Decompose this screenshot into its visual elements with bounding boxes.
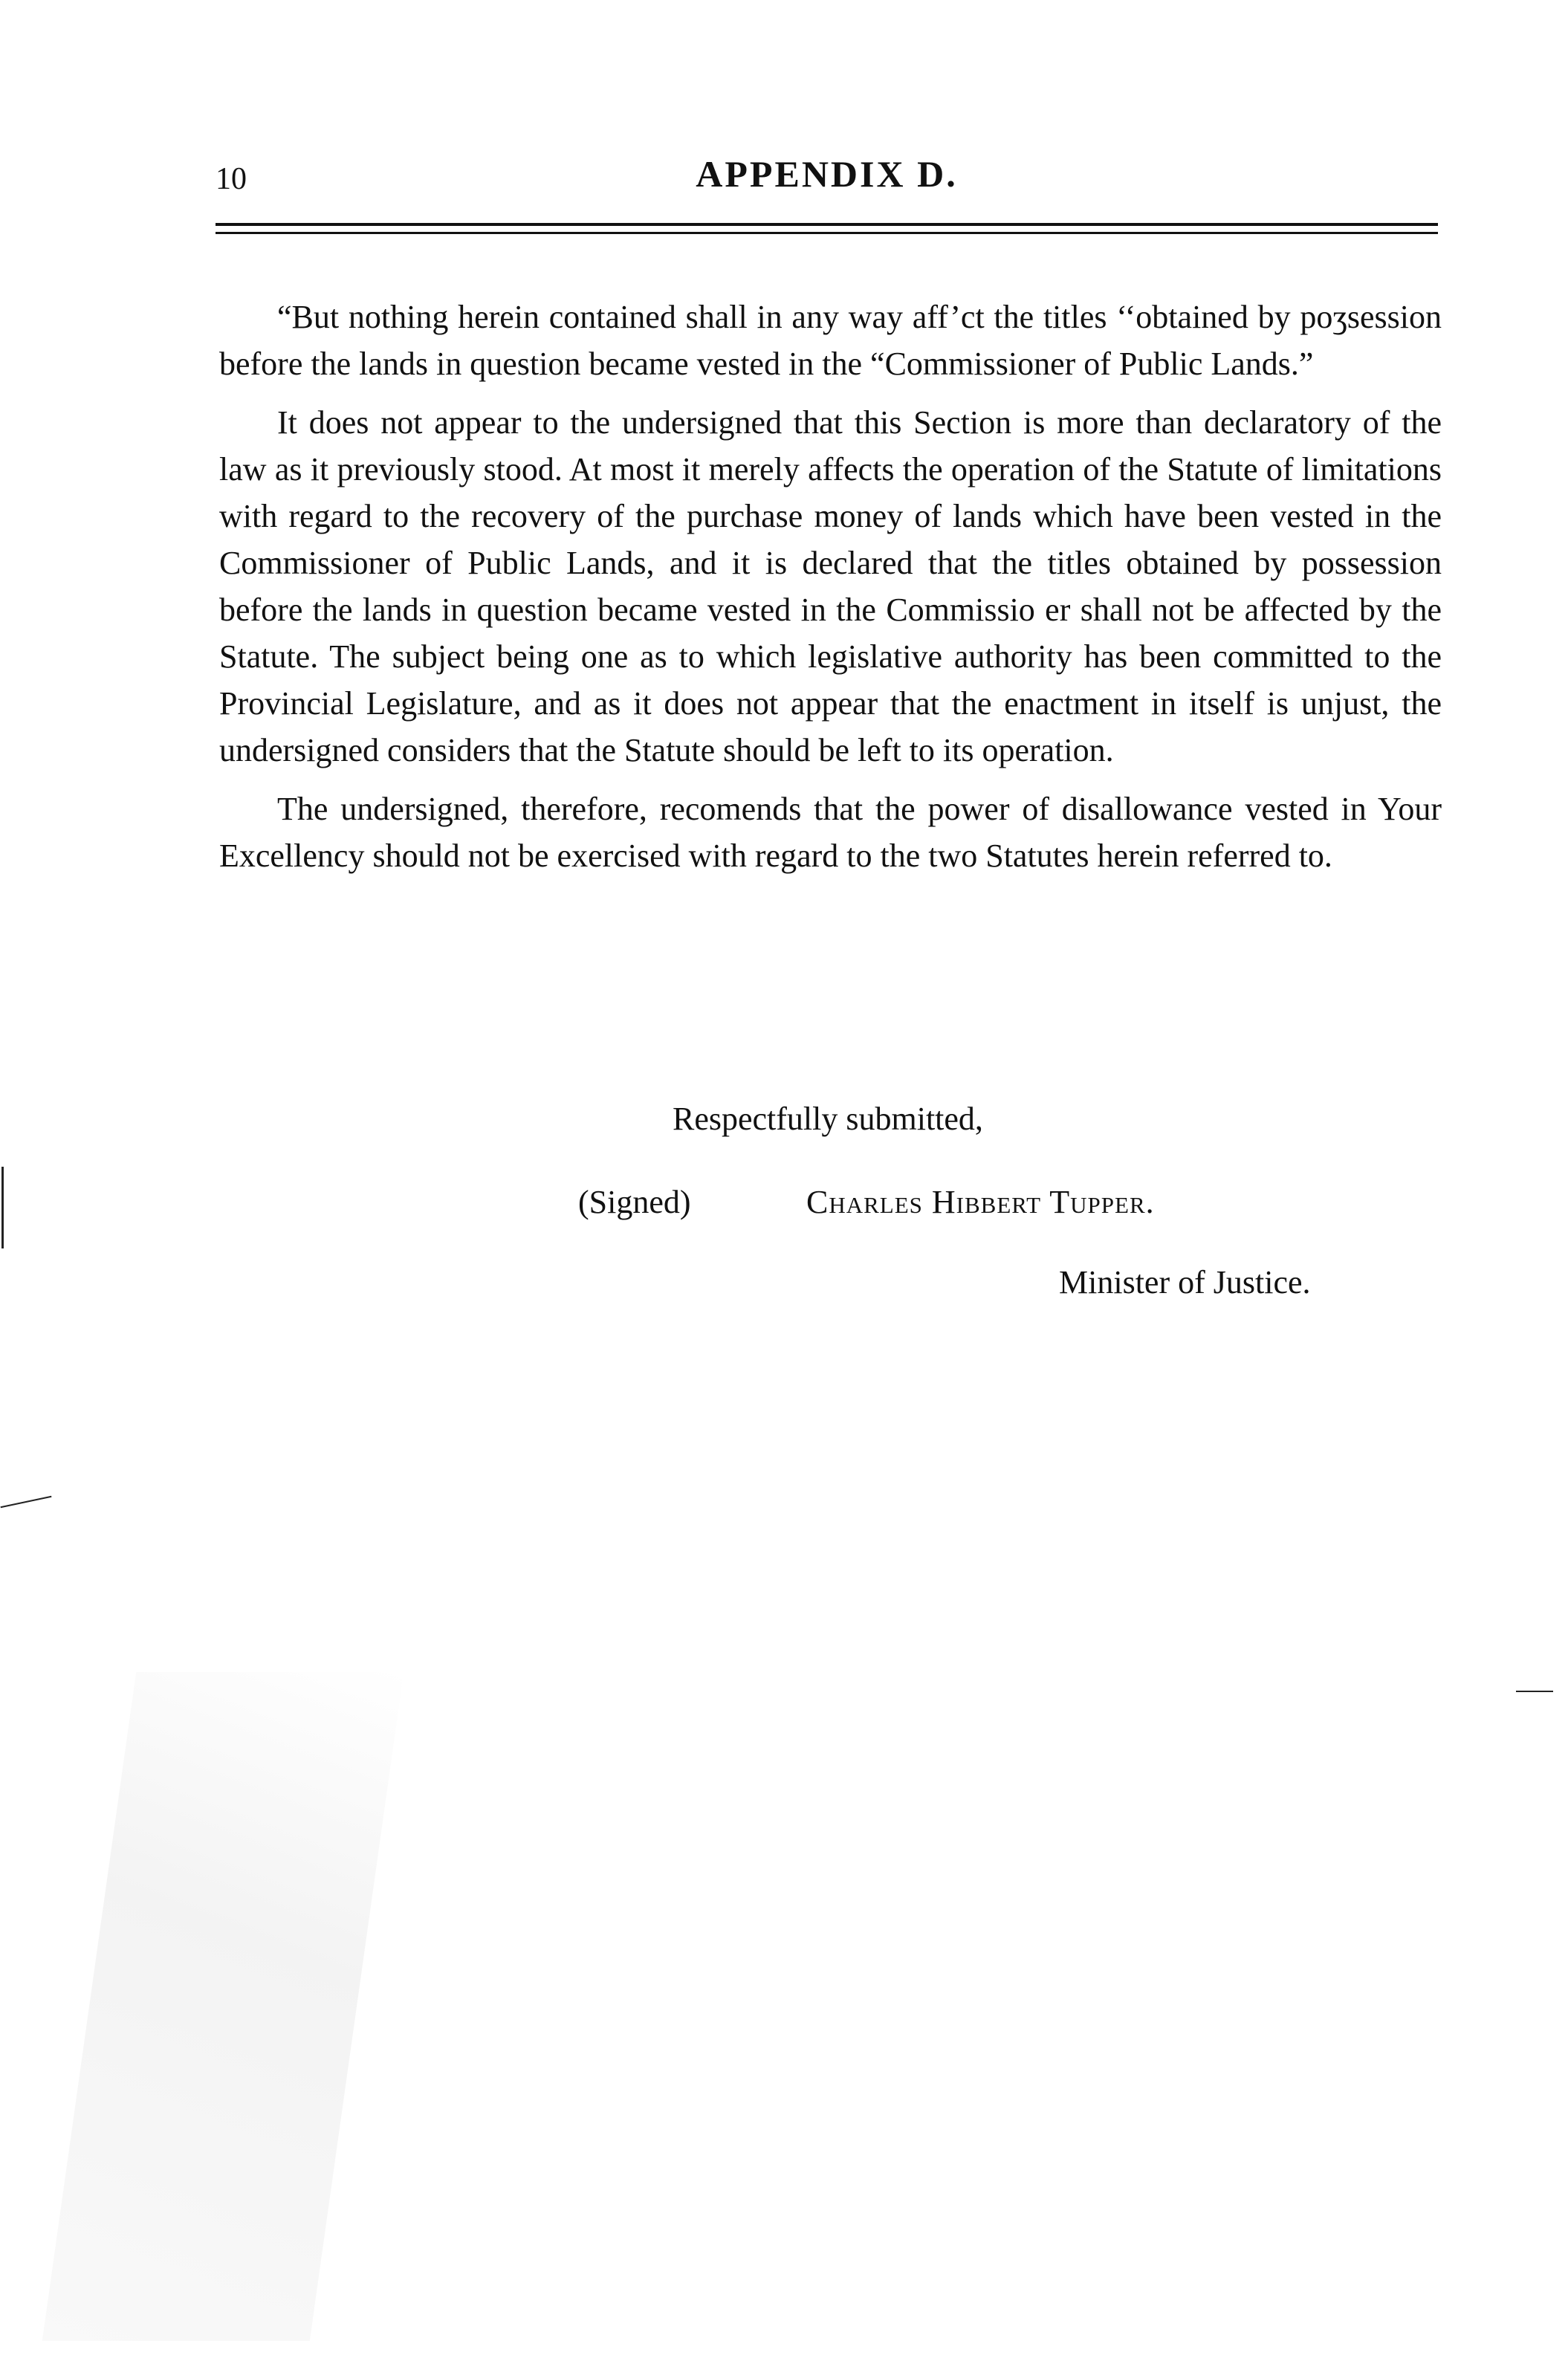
page-number: 10 (216, 162, 247, 196)
paragraph-quotation: “But nothing herein contained shall in any way aff’ct the titles ‘‘obtained by poʒsession before the lands in question became vested in the “Commissioner of Public Lands.” (219, 299, 1442, 382)
signer-title: Minister of Justice. (1059, 1264, 1311, 1300)
page-header (216, 152, 1438, 204)
scan-mark-left (1, 1167, 4, 1248)
scan-smudge (42, 1672, 404, 2341)
header-rule-bottom (216, 232, 1438, 234)
closing-line: Respectfully submitted, (673, 1101, 983, 1137)
header-rule-top (216, 223, 1438, 226)
running-head: APPENDIX D. (696, 153, 958, 195)
scan-mark-right-dash (1516, 1691, 1553, 1692)
paragraph-recommendation: The undersigned, therefore, recomends that the power of disallowance vested in Your Excellency should not be exercised with regard to the two Statutes herein referred to. (219, 791, 1442, 874)
signed-label: (Signed) (578, 1184, 691, 1220)
signer-name: Charles Hibbert Tupper. (806, 1184, 1155, 1220)
body-text (219, 294, 1442, 891)
paragraph-opinion: It does not appear to the undersigned that this Section is more than declaratory of the law as it previously stood. At most it merely affects the operation of the Statute of limitations with regard to the recovery of the purchase money of lands which have been vested in the Commissioner of Public Lands, and it is declared that the titles obtained by possession before the lands in question became vested in the Commissio er shall not be affected by the Statute. The subject being one as to which legislative authority has been committed to the Provincial Legislature, and as it does not appear that the enactment in itself is unjust, the undersigned considers that the Statute should be left to its operation. (219, 404, 1442, 768)
scan-mark-left-dash (1, 1496, 52, 1509)
